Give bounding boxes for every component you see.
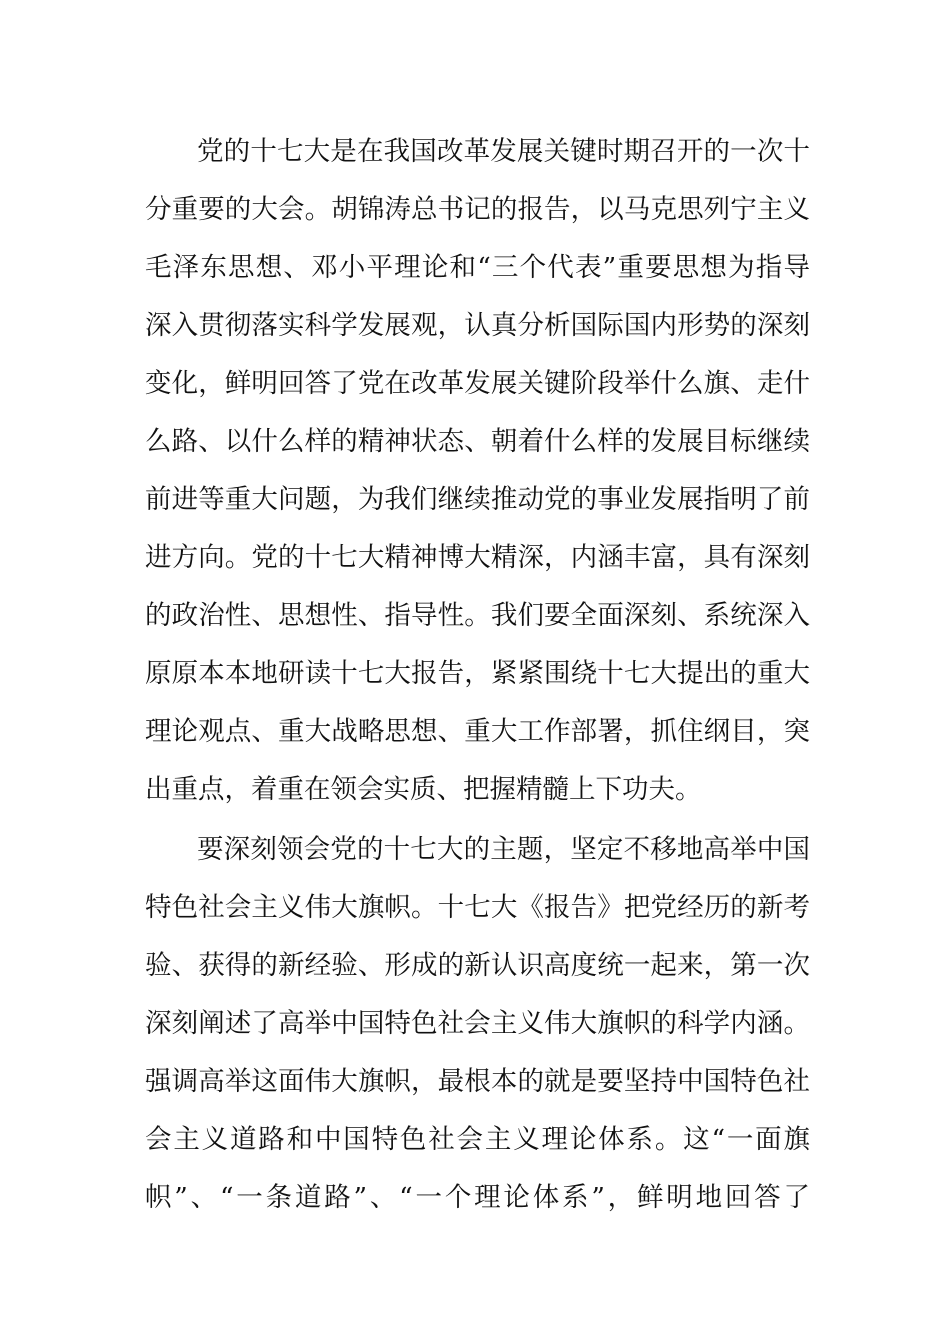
paragraph-2-line-5: 强调高举这面伟大旗帜，最根本的就是要坚持中国特色社 xyxy=(145,1066,810,1097)
paragraph-2-line-2: 特色社会主义伟大旗帜。十七大《报告》把党经历的新考 xyxy=(145,892,810,923)
paragraph-1-line-12: 出重点，着重在领会实质、把握精髓上下功夫。 xyxy=(145,774,702,805)
paragraph-2-line-7: 帜”、“一条道路”、“一个理论体系”，鲜明地回答了 xyxy=(145,1182,810,1213)
paragraph-2-line-3: 验、获得的新经验、形成的新认识高度统一起来，第一次 xyxy=(145,950,810,981)
paragraph-1-line-3: 毛泽东思想、邓小平理论和“三个代表”重要思想为指导 xyxy=(145,252,810,283)
paragraph-1-line-9: 的政治性、思想性、指导性。我们要全面深刻、系统深入 xyxy=(145,600,810,631)
paragraph-1-line-5: 变化，鲜明回答了党在改革发展关键阶段举什么旗、走什 xyxy=(145,368,810,399)
paragraph-1-line-8: 进方向。党的十七大精神博大精深，内涵丰富，具有深刻 xyxy=(145,542,810,573)
paragraph-1-line-4: 深入贯彻落实科学发展观，认真分析国际国内形势的深刻 xyxy=(145,310,810,341)
paragraph-1-line-11: 理论观点、重大战略思想、重大工作部署，抓住纲目，突 xyxy=(145,716,810,747)
paragraph-2-line-1: 要深刻领会党的十七大的主题，坚定不移地高举中国 xyxy=(197,834,810,865)
paragraph-1-line-7: 前进等重大问题，为我们继续推动党的事业发展指明了前 xyxy=(145,484,810,515)
paragraph-1-line-1: 党的十七大是在我国改革发展关键时期召开的一次十 xyxy=(197,136,810,167)
paragraph-2-line-6: 会主义道路和中国特色社会主义理论体系。这“一面旗 xyxy=(145,1124,810,1155)
paragraph-1-line-2: 分重要的大会。胡锦涛总书记的报告，以马克思列宁主义 xyxy=(145,194,810,225)
paragraph-1-line-6: 么路、以什么样的精神状态、朝着什么样的发展目标继续 xyxy=(145,426,810,457)
paragraph-2-line-4: 深刻阐述了高举中国特色社会主义伟大旗帜的科学内涵。 xyxy=(145,1008,810,1039)
paragraph-1-line-10: 原原本本地研读十七大报告，紧紧围绕十七大提出的重大 xyxy=(145,658,810,689)
